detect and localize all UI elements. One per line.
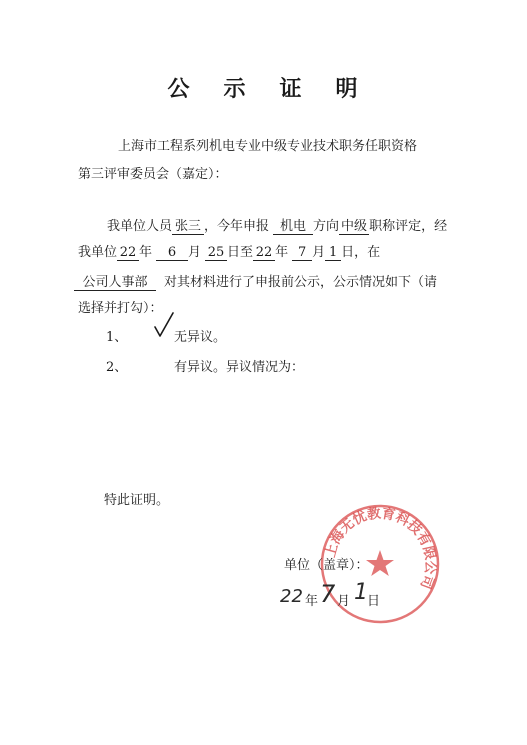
text: 年 [275, 245, 289, 260]
body-line-1 [107, 215, 447, 235]
from-month-field: 6 [156, 246, 188, 261]
title-char: 示 [223, 76, 248, 102]
closing-text: 特此证明。 [104, 493, 170, 508]
level-field: 中级 [341, 219, 368, 234]
check-mark-icon [153, 312, 175, 342]
text: 日至 [227, 245, 254, 260]
sign-month: 7 [320, 580, 336, 608]
title-char: 证 [279, 76, 304, 102]
text: 我单位人员 [107, 219, 173, 234]
title-char: 明 [335, 76, 360, 102]
option-text: 有异议。异议情况为： [174, 360, 305, 375]
text: 职称评定，经 [369, 219, 448, 234]
option-number: 2、 [106, 360, 128, 375]
option-number: 1、 [106, 330, 128, 345]
text: 方向 [313, 219, 340, 234]
seal-text: 上海无忧教育科技有限公司 [322, 505, 439, 591]
title-char: 公 [167, 76, 192, 102]
svg-text:上海无忧教育科技有限公司 [322, 505, 438, 592]
text: 日，在 [341, 245, 381, 260]
sign-day-unit: 日 [367, 594, 381, 609]
text: 我单位 [78, 245, 118, 260]
addressee-line-2: 第三评审委员会（嘉定）： [78, 167, 228, 182]
from-year-field: 22 [117, 246, 139, 261]
to-day-field: 1 [325, 246, 341, 261]
text: ，今年申报 [204, 219, 270, 234]
body-line-3 [74, 271, 437, 291]
body-line-2 [78, 241, 380, 261]
from-day-field: 25 [205, 246, 227, 261]
sign-year: 22 [280, 586, 303, 607]
text: 月 [188, 245, 202, 260]
addressee-line-1: 上海市工程系列机电专业中级专业技术职务任职资格 [118, 139, 418, 154]
body-line-4: 选择并打勾）： [78, 301, 163, 316]
sign-year-unit: 年 [305, 594, 319, 609]
text: 年 [139, 245, 153, 260]
name-field: 张三 [172, 220, 204, 235]
text: 月 [312, 245, 326, 260]
sign-day: 1 [354, 580, 368, 605]
major-field: 机电 [273, 220, 313, 235]
place-field: 公司人事部 [74, 276, 156, 291]
sign-month-unit: 月 [337, 594, 351, 609]
option-text: 无异议。 [174, 330, 227, 345]
text: 对其材料进行了申报前公示，公示情况如下（请 [164, 275, 438, 290]
to-year-field: 22 [253, 246, 275, 261]
to-month-field: 7 [292, 246, 312, 261]
unit-label: 单位（盖章）： [284, 558, 369, 573]
page-title [0, 72, 527, 103]
